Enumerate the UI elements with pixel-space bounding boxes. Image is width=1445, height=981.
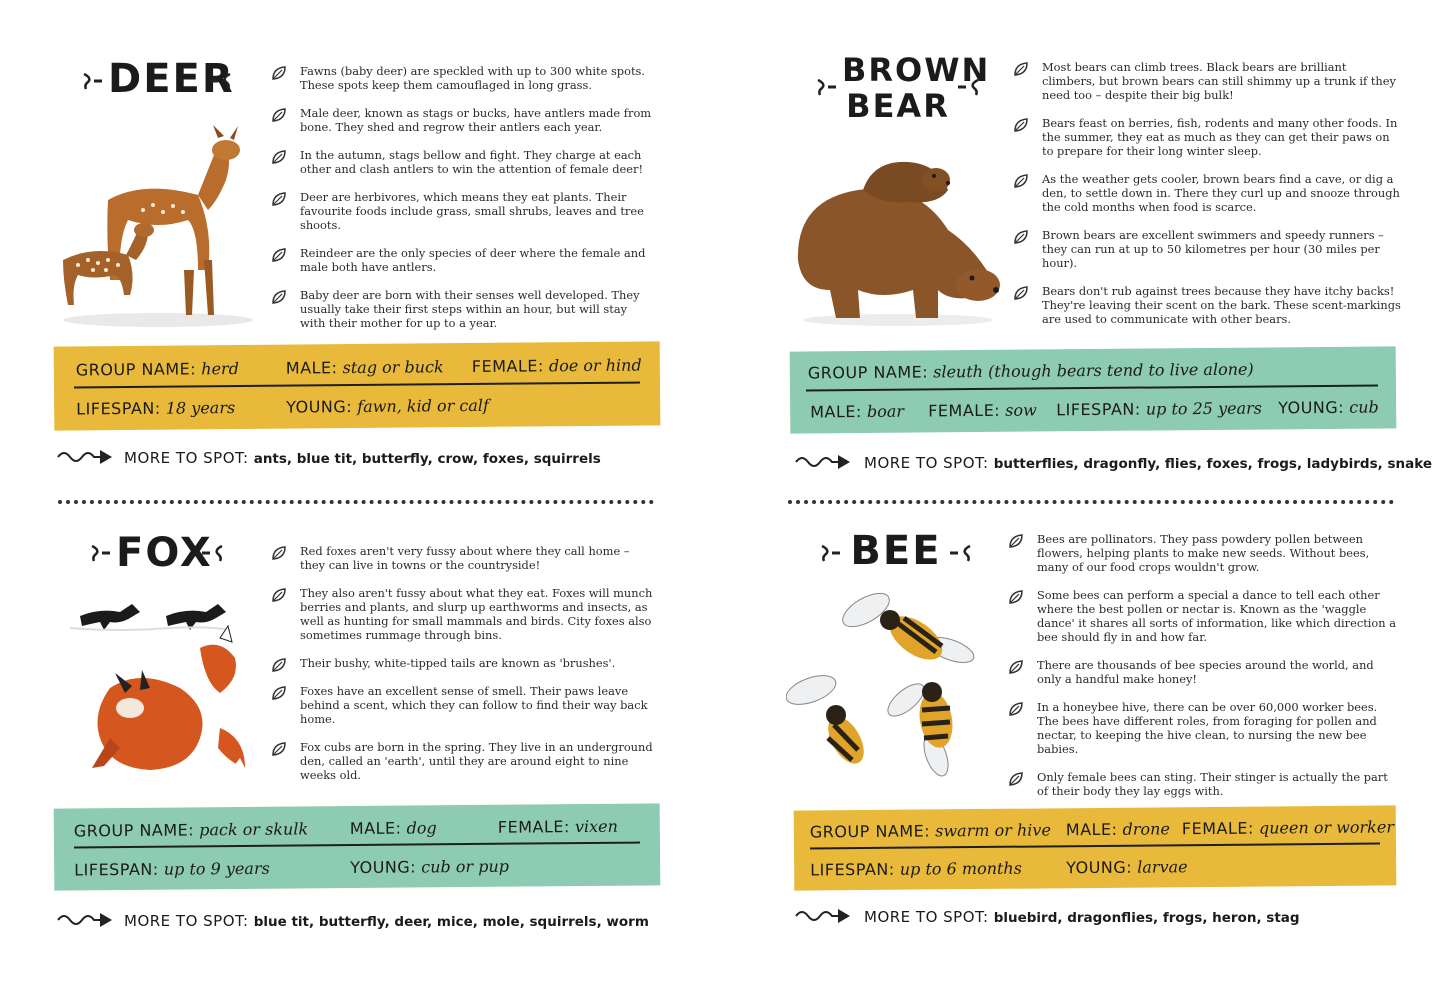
bear-fact-text: As the weather gets cooler, brown bears find a cave, or dig a den, to settle down in. There they curl up and snooze through the cold months when food is scarce.: [1042, 172, 1400, 214]
deer-fact-text: Male deer, known as stags or bucks, have antlers made from bone. They shed and regrow their antlers each year.: [300, 106, 652, 134]
leaf-icon: [1007, 532, 1025, 550]
bee-fact: [1007, 770, 1397, 798]
fox-fact-text: They also aren't fussy about what they eat. Foxes will munch berries and plants, and slurp up earthworms and insects, as well as hunting for small mammals and birds. City foxes also sometimes rummage through bins.: [300, 586, 653, 642]
deer-fact: [270, 64, 655, 92]
flourish-left-icon: [820, 542, 846, 564]
fox-illustration: [70, 598, 260, 793]
leaf-icon: [270, 246, 288, 264]
deer-illustration: [48, 120, 263, 330]
fox-fact: [270, 684, 655, 726]
flourish-right-icon: [946, 542, 972, 564]
leaf-icon: [1012, 228, 1030, 246]
fox-more-to-spot: MORE TO SPOT: blue tit, butterfly, deer, mice, mole, squirrels, worm: [56, 911, 649, 930]
divider-left: [58, 500, 654, 504]
bee-fact-text: Bees are pollinators. They pass powdery pollen between flowers, helping plants to make new seeds. Without bees, many of our food crops wouldn't grow.: [1037, 532, 1370, 574]
fox-group-name: GROUP NAME: pack or skulk: [73, 819, 309, 841]
bee-more-to-spot: MORE TO SPOT: bluebird, dragonflies, frogs, heron, stag: [794, 907, 1300, 926]
squiggle-arrow-icon: [56, 908, 116, 930]
leaf-icon: [270, 106, 288, 124]
deer-lifespan: LIFESPAN: 18 years: [76, 398, 236, 419]
deer-fact: [270, 246, 655, 274]
bee-1: [837, 590, 976, 668]
deer-male: MALE: stag or buck: [285, 357, 444, 378]
leaf-icon: [1012, 60, 1030, 78]
leaf-icon: [1012, 172, 1030, 190]
leaf-icon: [270, 64, 288, 82]
fox-info-band: [54, 803, 661, 890]
fox-title: FOX: [116, 530, 213, 576]
bear-fact: [1012, 60, 1402, 102]
flourish-right-icon: [954, 76, 980, 98]
leaf-icon: [270, 656, 288, 674]
bee-female: FEMALE: queen or worker: [1181, 817, 1395, 839]
leaf-icon: [270, 190, 288, 208]
deer-young: YOUNG: fawn, kid or calf: [286, 395, 490, 417]
bear-facts: [1012, 60, 1402, 340]
deer-fact-text: In the autumn, stags bellow and fight. They charge at each other and clash antlers to win the attention of female deer!: [300, 148, 644, 176]
flourish-right-icon: [198, 542, 224, 564]
leaf-icon: [270, 148, 288, 166]
bee-fact: [1007, 532, 1397, 574]
bear-fact: [1012, 172, 1402, 214]
leaf-icon: [1007, 700, 1025, 718]
leaf-icon: [1007, 588, 1025, 606]
bee-fact-text: Some bees can perform a special a dance to tell each other where the best pollen or nectar is. Known as the 'waggle dance' it shares all sorts of information, like which direction a bee should fly in and how far.: [1037, 588, 1397, 644]
fox-fact: [270, 740, 655, 782]
bee-facts: [1007, 532, 1397, 812]
bear-fact-text: Most bears can climb trees. Black bears are brilliant climbers, but brown bears can still shimmy up a trunk if they need too – despite their big bulk!: [1042, 60, 1396, 102]
deer-more-to-spot: MORE TO SPOT: ants, blue tit, butterfly, crow, foxes, squirrels: [56, 448, 601, 467]
flourish-left-icon: [816, 76, 842, 98]
bear-fact: [1012, 284, 1402, 326]
squiggle-arrow-icon: [794, 904, 854, 926]
deer-fact: [270, 148, 655, 176]
bear-info-band: [790, 346, 1397, 433]
bee-info-band: [794, 805, 1397, 890]
bee-fact: [1007, 700, 1397, 756]
deer-facts: [270, 64, 655, 344]
leaf-icon: [270, 288, 288, 306]
bee-group-name: GROUP NAME: swarm or hive: [809, 820, 1051, 842]
bear-female: FEMALE: sow: [928, 400, 1037, 421]
leaf-icon: [1007, 658, 1025, 676]
deer-fact: [270, 288, 655, 330]
bear-fact: [1012, 228, 1402, 270]
deer-fact-text: Deer are herbivores, which means they eat plants. Their favourite foods include grass, small shrubs, leaves and tree shoots.: [300, 190, 644, 232]
deer-info-band: [54, 341, 661, 430]
fox-fact-text: Fox cubs are born in the spring. They live in an underground den, called an 'earth', until they are around eight to nine weeks old.: [300, 740, 653, 782]
fox-fact-text: Red foxes aren't very fussy about where they call home – they can live in towns or the countryside!: [300, 544, 630, 572]
flourish-right-icon: [206, 70, 232, 92]
fox-lifespan: LIFESPAN: up to 9 years: [74, 858, 270, 880]
leaf-icon: [1007, 770, 1025, 788]
deer-fact-text: Baby deer are born with their senses well developed. They usually take their first steps within an hour, but will stay with their mother for up to a year.: [300, 288, 640, 330]
bee-fact-text: In a honeybee hive, there can be over 60,000 worker bees. The bees have different roles, from foraging for pollen and nectar, to keeping the hive clean, to nursing the new bee babies.: [1037, 700, 1378, 756]
leaf-icon: [1012, 116, 1030, 134]
fox-fact-text: Their bushy, white-tipped tails are known as 'brushes'.: [300, 656, 616, 670]
leaf-icon: [270, 586, 288, 604]
bee-fact: [1007, 588, 1397, 644]
bee-title: BEE: [850, 528, 942, 574]
bee-fact-text: There are thousands of bee species around the world, and only a handful make honey!: [1037, 658, 1374, 686]
bee-lifespan: LIFESPAN: up to 6 months: [810, 858, 1022, 880]
fox-fact: [270, 544, 655, 572]
bee-fact: [1007, 658, 1397, 686]
leaf-icon: [1012, 284, 1030, 302]
fox-fact-text: Foxes have an excellent sense of smell. Their paws leave behind a scent, which they can follow to find their way back home.: [300, 684, 648, 726]
deer-fact: [270, 106, 655, 134]
bear-illustration: [788, 150, 1006, 330]
squiggle-arrow-icon: [794, 450, 854, 472]
fox-facts: [270, 544, 655, 796]
bee-young: YOUNG: larvae: [1066, 857, 1188, 878]
bear-title: BROWN BEAR: [842, 51, 991, 125]
bear-group-name: GROUP NAME: sleuth (though bears tend to live alone): [807, 359, 1254, 383]
fox-young: YOUNG: cub or pup: [350, 856, 510, 878]
bee-2: [786, 670, 871, 770]
bee-fact-text: Only female bees can sting. Their stinger is actually the part of their body they lay eggs with.: [1037, 770, 1388, 798]
bee-3: [883, 678, 957, 779]
fox-fact: [270, 656, 655, 670]
fox-female: FEMALE: vixen: [497, 816, 618, 837]
bear-fact: [1012, 116, 1402, 158]
bear-young: YOUNG: cub: [1278, 397, 1379, 418]
deer-female: FEMALE: doe or hind: [471, 355, 642, 376]
bear-more-to-spot: MORE TO SPOT: butterflies, dragonfly, flies, foxes, frogs, ladybirds, snake: [794, 453, 1432, 472]
bear-fact-text: Bears don't rub against trees because they have itchy backs! They're leaving their scent on the bark. These scent-markings are used to communicate with other bears.: [1042, 284, 1401, 326]
leaf-icon: [270, 740, 288, 758]
deer-fact-text: Fawns (baby deer) are speckled with up to 300 white spots. These spots keep them camouflaged in long grass.: [300, 64, 645, 92]
fox-fact: [270, 586, 655, 642]
flourish-left-icon: [90, 542, 116, 564]
deer-fact-text: Reindeer are the only species of deer where the female and male both have antlers.: [300, 246, 646, 274]
bee-illustration: [786, 590, 986, 780]
fox-male: MALE: dog: [349, 818, 437, 839]
deer-group-name: GROUP NAME: herd: [75, 359, 239, 380]
divider-right: [788, 500, 1394, 504]
bear-fact-text: Brown bears are excellent swimmers and speedy runners – they can run at up to 50 kilometres per hour (30 miles per hour).: [1042, 228, 1384, 270]
deer-title: DEER: [108, 56, 235, 102]
bee-male: MALE: drone: [1065, 819, 1170, 840]
bear-fact-text: Bears feast on berries, fish, rodents and many other foods. In the summer, they eat as much as they can get their paws on to prepare for their long winter sleep.: [1042, 116, 1398, 158]
squiggle-arrow-icon: [56, 445, 116, 467]
leaf-icon: [270, 544, 288, 562]
leaf-icon: [270, 684, 288, 702]
flourish-left-icon: [82, 70, 108, 92]
deer-fact: [270, 190, 655, 232]
bear-male: MALE: boar: [810, 401, 905, 422]
bear-lifespan: LIFESPAN: up to 25 years: [1056, 398, 1263, 420]
